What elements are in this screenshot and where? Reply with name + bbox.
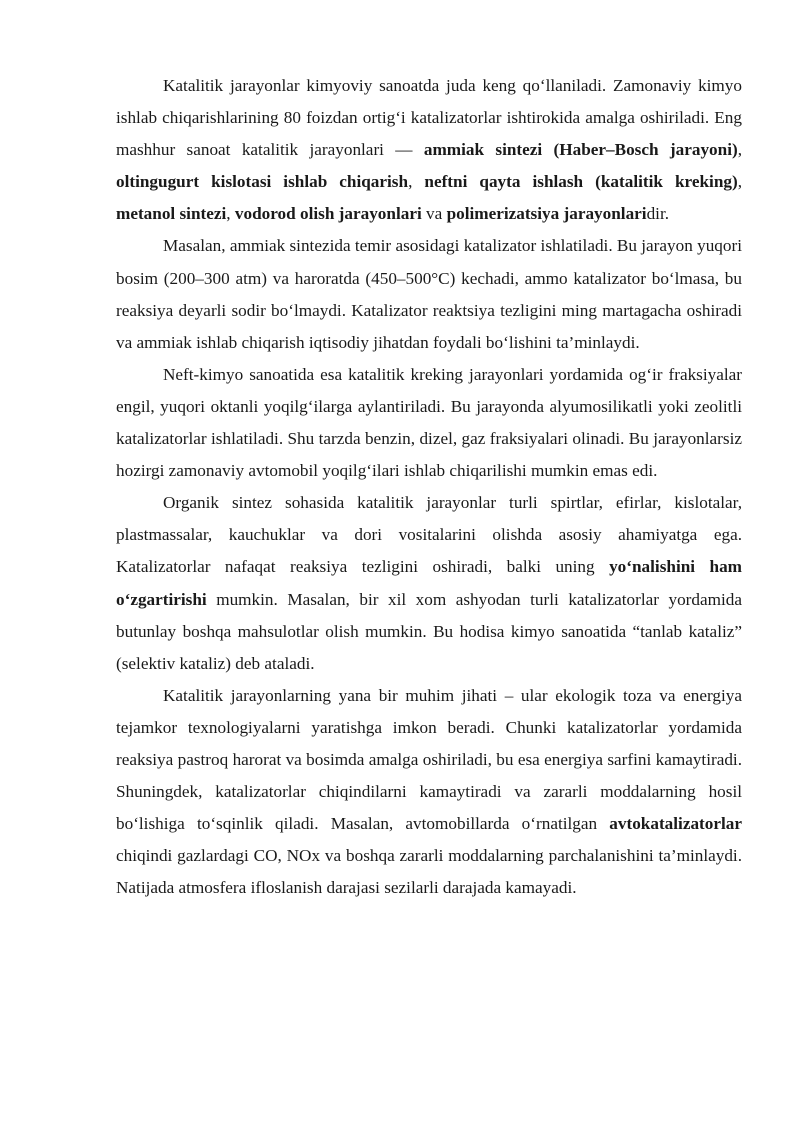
paragraph-petrochemical-cracking: Neft-kimyo sanoatida esa katalitik kreking jarayonlari yordamida og‘ir fraksiyalar engil, yuqori oktanli yoqilg‘ilarga aylantiriladi. Bu jarayonda alyumosilikatli yoki zeolitli katalizatorlar ishlatiladi. Shu tarzda benzin, dizel, gaz fraksiyalari olinadi. Bu jarayonlarsiz hozirgi zamonaviy avtomobil yoqilg‘ilari ishlab chiqarilishi mumkin emas edi.	[116, 364, 742, 481]
bold-term-hydrogen-production: vodorod olish jarayonlari	[234, 204, 422, 224]
bold-term-polymerization: polimerizatsiya jarayonlari	[446, 204, 647, 224]
paragraph-text: mumkin. Masalan, bir xil xom ashyodan turli katalizatorlar yordamida butunlay boshqa mahsulotlar olish mumkin. Bu hodisa kimyo sanoatida “tanlab kataliz” (selektiv kataliz) deb ataladi.	[116, 589, 742, 673]
paragraph-organic-synthesis	[116, 487, 742, 680]
paragraph-catalytic-processes	[116, 70, 742, 230]
separator: ,	[408, 172, 425, 192]
paragraph-ecological-aspect	[116, 680, 742, 905]
paragraph-text: Organik sintez sohasida katalitik jarayonlar turli spirtlar, efirlar, kislotalar, plastmassalar, kauchuklar va dori vositalarini olishda asosiy ahamiyatga ega. Katalizatorlar nafaqat reaksiya tezligini oshiradi, balki uning	[116, 493, 742, 577]
conjunction: va	[421, 204, 447, 224]
bold-term-direction-change: yo‘nalishini ham o‘zgartirishi	[116, 557, 742, 609]
separator: ,	[737, 172, 742, 192]
bold-term-oil-refining: neftni qayta ishlash (katalitik kreking)	[424, 172, 738, 192]
body-text	[116, 70, 742, 904]
bold-term-methanol-synthesis: metanol sintezi	[116, 204, 227, 224]
paragraph-text: Katalitik jarayonlar kimyoviy sanoatda juda keng qo‘llaniladi. Zamonaviy kimyo ishlab chiqarishlarining 80 foizdan ortig‘i katalizatorlar ishtirokida amalga oshiriladi. Eng mashhur sanoat katalitik jarayonlari —	[116, 76, 742, 160]
separator: ,	[737, 140, 742, 160]
suffix: dir.	[646, 204, 670, 224]
bold-term-autocatalysts: avtokatalizatorlar	[609, 814, 742, 834]
paragraph-ammonia-example: Masalan, ammiak sintezida temir asosidagi katalizator ishlatiladi. Bu jarayon yuqori bosim (200–300 atm) va haroratda (450–500°C) kechadi, ammo katalizator bo‘lmasa, bu reaksiya deyarli sodir bo‘lmaydi. Katalizator reaktsiya tezligini ming martagacha oshiradi va ammiak ishlab chiqarish iqtisodiy jihatdan foydali bo‘lishini ta’minlaydi.	[116, 236, 742, 352]
bold-term-ammonia-synthesis: ammiak sintezi (Haber–Bosch jarayoni)	[423, 140, 738, 160]
separator: ,	[226, 204, 235, 224]
paragraph-text: chiqindi gazlardagi CO, NOx va boshqa zararli moddalarning parchalanishini ta’minlaydi. Natijada atmosfera ifloslanish darajasi sezilarli darajada kamayadi.	[116, 846, 742, 898]
bold-term-sulfuric-acid: oltingugurt kislotasi ishlab chiqarish	[116, 172, 409, 192]
paragraph-text: Katalitik jarayonlarning yana bir muhim jihati – ular ekologik toza va energiya tejamkor texnologiyalarni yaratishga imkon beradi. Chunki katalizatorlar yordamida reaksiya pastroq harorat va bosimda amalga oshiriladi, bu esa energiya sarfini kamaytiradi. Shuningdek, katalizatorlar chiqindilarni kamaytiradi va zararli moddalarning hosil bo‘lishiga to‘sqinlik qiladi. Masalan, avtomobillarda o‘rnatilgan	[116, 685, 742, 834]
